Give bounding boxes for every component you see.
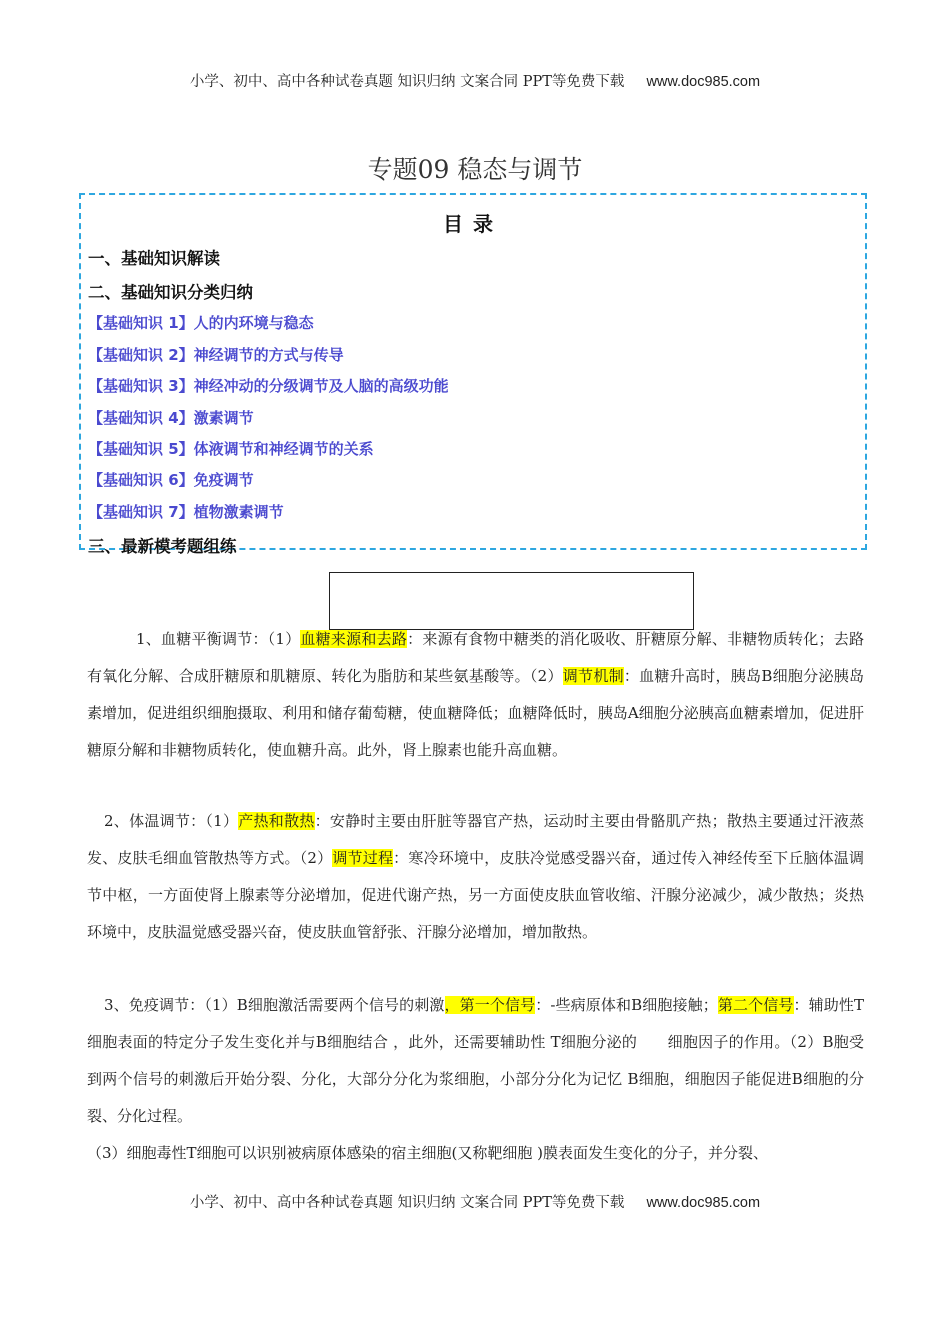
- paragraph-immune-regulation: [87, 987, 864, 1135]
- footer-text: 小学、初中、高中各种试卷真题 知识归纳 文案合同 PPT等免费下载: [189, 1195, 625, 1211]
- toc-item-5[interactable]: 【基础知识 5】体液调节和神经调节的关系: [88, 440, 374, 458]
- paragraph-body-temperature: [87, 803, 864, 951]
- p2-text-c: ：寒冷环境中，皮肤冷觉感受器兴奋，通过传入神经传至下丘脑体温调节中枢，一方面使肾上腺素等分泌增加，促进代谢产热，另一方面使皮肤血管收缩、汗腺分泌减少，减少散热；炎热环境中，皮肤温觉感受器兴奋，使皮肤血管舒张、汗腺分泌增加，增加散热。: [87, 849, 864, 941]
- toc-item-6[interactable]: 【基础知识 6】免疫调节: [88, 471, 254, 489]
- page-footer: [0, 1191, 950, 1212]
- document-title: 专题09 稳态与调节: [367, 155, 583, 184]
- toc-item-7[interactable]: 【基础知识 7】植物激素调节: [88, 503, 284, 521]
- toc-item-2[interactable]: 【基础知识 2】神经调节的方式与传导: [88, 346, 344, 364]
- toc-section-2[interactable]: 二、基础知识分类归纳: [88, 283, 253, 302]
- paragraph-blood-sugar: [87, 621, 864, 769]
- toc-item-3[interactable]: 【基础知识 3】神经冲动的分级调节及人脑的高级功能: [88, 377, 449, 395]
- p1-highlight-1: 血糖来源和去路: [300, 630, 408, 648]
- toc-heading: 目录: [443, 212, 503, 236]
- p2-text-b: ：安静时主要由肝脏等器官产热，运动时主要由骨骼肌产热；散热主要通过汗液蒸发、皮肤毛细血管散热等方式。（2）: [87, 812, 864, 867]
- p3-text-a: 3、免疫调节：（1）B细胞激活需要两个信号的刺激: [104, 996, 445, 1014]
- paragraph-cytotoxic-t: （3）细胞毒性T细胞可以识别被病原体感染的宿主细胞(又称靶细胞 )膜表面发生变化的分子，并分裂、: [87, 1144, 769, 1162]
- p2-highlight-2: 调节过程: [332, 849, 394, 867]
- toc-section-1[interactable]: 一、基础知识解读: [88, 249, 220, 268]
- p2-text-a: 2、体温调节：（1）: [104, 812, 239, 830]
- p1-highlight-2: 调节机制: [562, 667, 624, 685]
- p3-text-c: ：辅助性T细胞表面的特定分子发生变化并与B细胞结合 ，此外，还需要辅助性 T细胞分泌的 细胞因子的作用。（2）B胞受到两个信号的刺激后开始分裂、分化，大部分分化为浆细胞，小部分分化为记忆 B细胞，细胞因子能促进B细胞的分裂、分化过程。: [87, 996, 864, 1125]
- p1-text-a: 1、血糖平衡调节：（1）: [136, 630, 301, 648]
- p2-highlight-1: 产热和散热: [238, 812, 315, 830]
- p1-text-b: ：来源有食物中糖类的消化吸收、肝糖原分解、非糖物质转化；去路有氧化分解、合成肝糖原和肌糖原、转化为脂肪和某些氨基酸等。（2）: [87, 630, 864, 685]
- toc-item-4[interactable]: 【基础知识 4】激素调节: [88, 409, 254, 427]
- p1-text-c: ：血糖升高时，胰岛B细胞分泌胰岛素增加，促进组织细胞摄取、利用和储存葡萄糖，使血糖降低；血糖降低时，胰岛A细胞分泌胰高血糖素增加，促进肝糖原分解和非糖物质转化，使血糖升高。此外，肾上腺素也能升高血糖。: [87, 667, 864, 759]
- table-of-contents: [79, 193, 867, 556]
- p3-highlight-1: ，第一个信号: [444, 996, 536, 1014]
- toc-item-1[interactable]: 【基础知识 1】人的内环境与稳态: [88, 314, 314, 332]
- p3-text-b: ：-些病原体和B细胞接触；: [535, 996, 718, 1014]
- footer-site[interactable]: www.doc985.com: [646, 1195, 761, 1211]
- page-header: [0, 70, 950, 91]
- header-text: 小学、初中、高中各种试卷真题 知识归纳 文案合同 PPT等免费下载: [189, 74, 625, 90]
- p3-highlight-2: 第二个信号: [717, 996, 794, 1014]
- toc-section-3[interactable]: 三、最新模考题组练: [88, 537, 237, 556]
- header-site[interactable]: www.doc985.com: [646, 74, 761, 90]
